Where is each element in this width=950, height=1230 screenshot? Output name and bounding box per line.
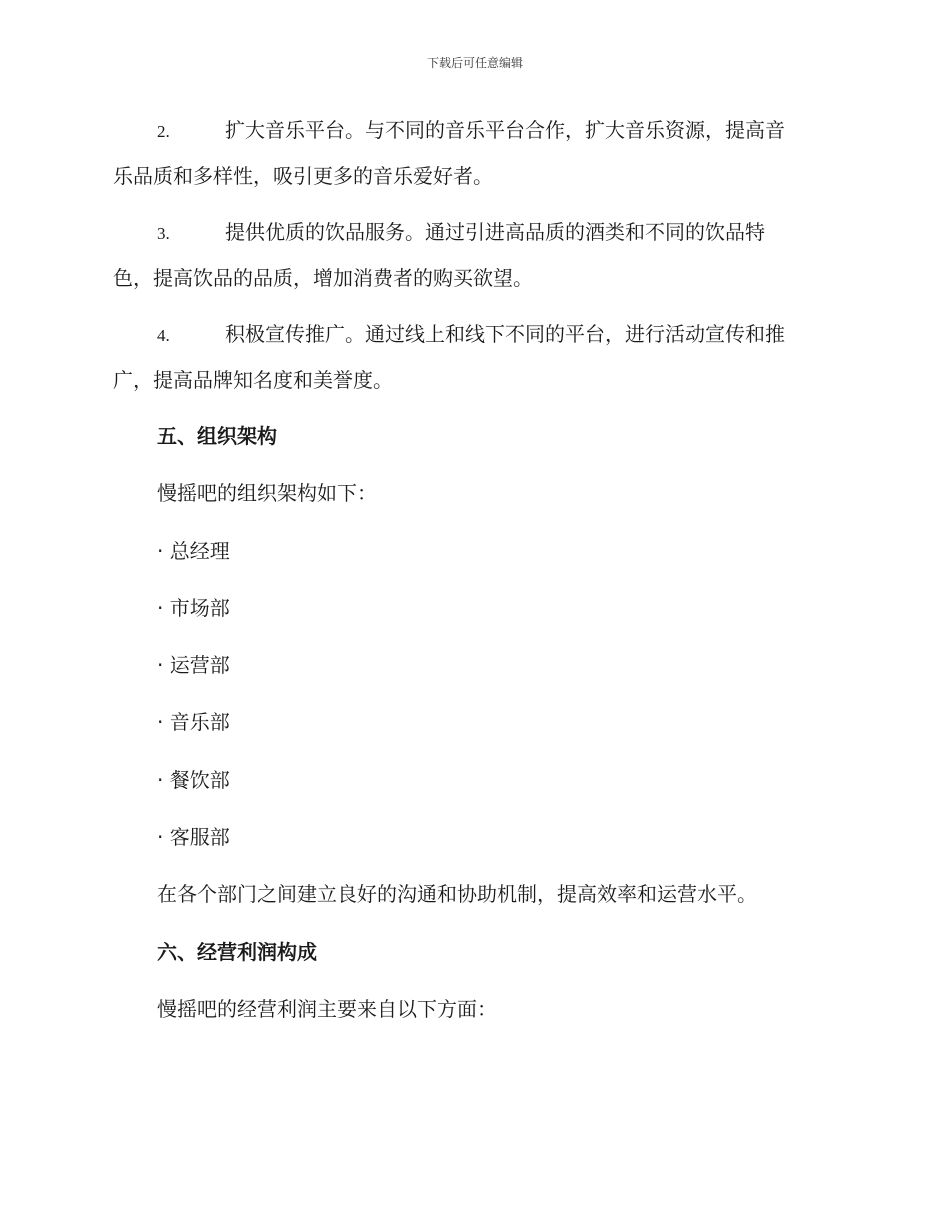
section-heading-6: 六、经营利润构成 (157, 940, 317, 964)
org-bullet-item: · 市场部 (157, 596, 230, 620)
numbered-item-3 (113, 210, 833, 301)
item-text-line1: 扩大音乐平台。与不同的音乐平台合作，扩大音乐资源，提高音 (225, 118, 785, 142)
org-bullet-item: · 客服部 (157, 825, 230, 849)
section-intro-6: 慢摇吧的经营利润主要来自以下方面： (157, 997, 497, 1021)
org-bullet-item: · 运营部 (157, 653, 230, 677)
section-intro-5: 慢摇吧的组织架构如下： (157, 481, 377, 505)
item-text-line1: 积极宣传推广。通过线上和线下不同的平台，进行活动宣传和推 (225, 322, 785, 346)
org-bullet-item: · 餐饮部 (157, 768, 230, 792)
org-bullet-item: · 音乐部 (157, 710, 230, 734)
numbered-item-line (113, 210, 833, 256)
item-text-line2: 广，提高品牌知名度和美誉度。 (113, 368, 393, 392)
section-closing-5: 在各个部门之间建立良好的沟通和协助机制，提高效率和运营水平。 (157, 882, 757, 906)
numbered-item-line (113, 108, 833, 154)
numbered-item-2 (113, 108, 833, 199)
page-header: 下载后可任意编辑 (426, 56, 523, 70)
numbered-item-line (113, 312, 833, 358)
item-number: 3. (157, 224, 170, 243)
item-text-line2: 色，提高饮品的品质，增加消费者的购买欲望。 (113, 266, 533, 290)
item-number: 4. (157, 326, 170, 345)
org-bullet-item: · 总经理 (157, 539, 230, 563)
numbered-item-4 (113, 312, 833, 403)
item-text-line1: 提供优质的饮品服务。通过引进高品质的酒类和不同的饮品特 (225, 220, 765, 244)
item-number: 2. (157, 122, 170, 141)
item-text-line2: 乐品质和多样性，吸引更多的音乐爱好者。 (113, 164, 493, 188)
section-heading-5: 五、组织架构 (157, 424, 277, 448)
